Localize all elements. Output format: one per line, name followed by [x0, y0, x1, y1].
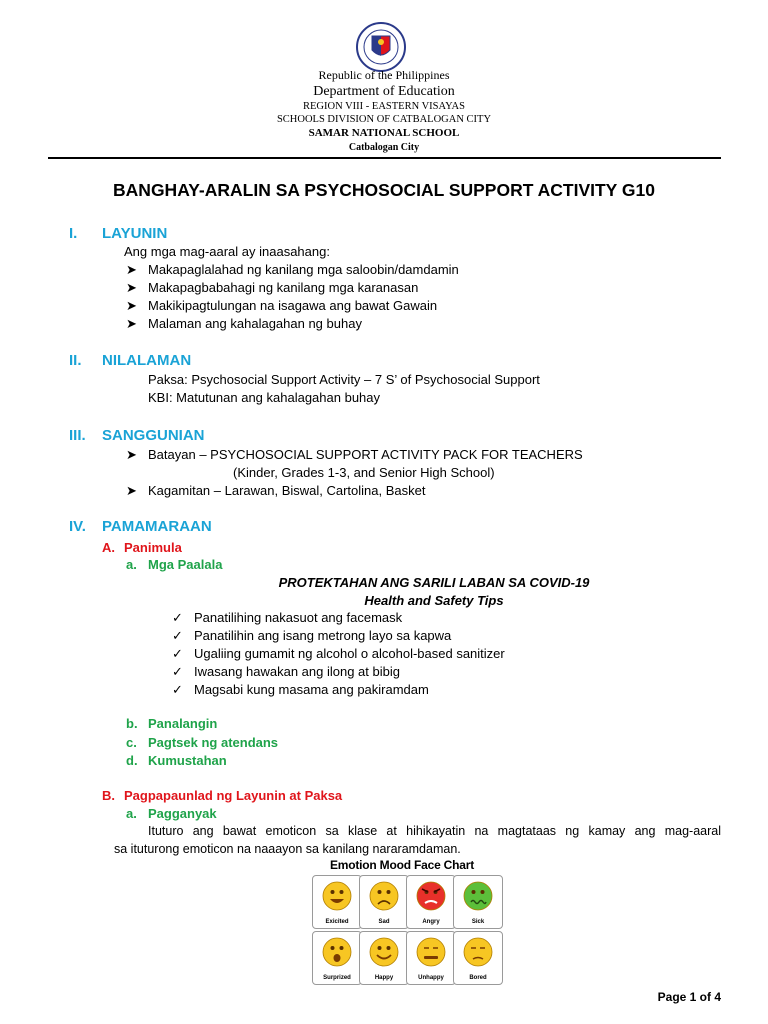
item-a-letter: a. — [126, 557, 137, 572]
sick-face-icon — [462, 880, 494, 912]
objective-item: ➤ Malaman ang kahalagahan ng buhay — [126, 316, 362, 331]
arrow-bullet-icon: ➤ — [126, 298, 137, 313]
arrow-bullet-icon: ➤ — [126, 280, 137, 295]
mood-label: Exicited — [325, 919, 349, 925]
objective-item: ➤ Makikipagtulungan na isagawa ang bawat Gawain — [126, 298, 438, 313]
mood-card-happy — [359, 931, 409, 985]
header-republic: Republic of the Philippines — [318, 68, 450, 82]
mood-card-exicited — [312, 875, 362, 929]
unhappy-face-icon — [415, 936, 447, 968]
item-c-title: Pagtsek ng atendans — [148, 735, 279, 750]
item-c-letter: c. — [126, 735, 137, 750]
mood-card-bored — [453, 931, 503, 985]
mood-card-sad — [359, 875, 409, 929]
mood-chart-title: Emotion Mood Face Chart — [329, 858, 475, 872]
mood-label: Happy — [374, 975, 394, 981]
item-a2-title: Pagganyak — [148, 806, 217, 821]
reference-batayan: ➤ Batayan – PSYCHOSOCIAL SUPPORT ACTIVITY PACK FOR TEACHERS — [126, 447, 583, 462]
mood-card-angry — [406, 875, 456, 929]
header-region: REGION VIII - EASTERN VISAYAS — [303, 101, 465, 112]
subsection-A-title: Panimula — [124, 540, 182, 555]
bored-face-icon — [462, 936, 494, 968]
checkmark-icon: ✓ — [172, 682, 183, 697]
section-2-paksa: Paksa: Psychosocial Support Activity – 7 S’ of Psychosocial Support — [148, 372, 540, 387]
subsection-B-title: Pagpapaunlad ng Layunin at Paksa — [124, 788, 343, 803]
arrow-bullet-icon: ➤ — [126, 316, 137, 331]
objective-item: ➤ Makapagbabahagi ng kanilang mga karanasan — [126, 280, 419, 295]
section-2-num: II. — [69, 352, 82, 369]
header-school: SAMAR NATIONAL SCHOOL — [308, 127, 460, 139]
header-department: Department of Education — [313, 84, 455, 99]
subsection-B-letter: B. — [102, 788, 115, 803]
item-a-title: Mga Paalala — [148, 557, 223, 572]
mood-label: Surprized — [323, 975, 351, 981]
section-2-title: NILALAMAN — [102, 352, 192, 369]
arrow-bullet-icon: ➤ — [126, 447, 137, 462]
section-4-title: PAMAMARAAN — [102, 518, 212, 535]
mood-label: Bored — [469, 975, 487, 981]
surprised-face-icon — [321, 936, 353, 968]
header-division: SCHOOLS DIVISION OF CATBALOGAN CITY — [276, 114, 492, 125]
section-2-kbi: KBI: Matutunan ang kahalagahan buhay — [148, 390, 381, 405]
safety-tip: ✓ Panatilihin ang isang metrong layo sa kapwa — [172, 628, 452, 643]
item-d-letter: d. — [126, 753, 138, 768]
page-number: Page 1 of 4 — [657, 990, 721, 1004]
arrow-bullet-icon: ➤ — [126, 483, 137, 498]
item-b-letter: b. — [126, 716, 138, 731]
angry-face-icon — [415, 880, 447, 912]
deped-seal — [352, 22, 410, 72]
safety-tip: ✓ Ugaliing gumamit ng alcohol o alcohol-based sanitizer — [172, 646, 505, 661]
covid-subtitle: Health and Safety Tips — [364, 593, 504, 608]
item-b-title: Panalangin — [148, 716, 218, 731]
checkmark-icon: ✓ — [172, 664, 183, 679]
mood-label: Sick — [471, 919, 485, 925]
safety-tip: ✓ Magsabi kung masama ang pakiramdam — [172, 682, 429, 697]
section-1-title: LAYUNIN — [102, 225, 168, 242]
section-3-title: SANGGUNIAN — [102, 427, 205, 444]
sad-face-icon — [368, 880, 400, 912]
happy-face-icon — [368, 936, 400, 968]
objective-item: ➤ Makapaglalahad ng kanilang mga saloobin/damdamin — [126, 262, 459, 277]
item-d-title: Kumustahan — [148, 753, 227, 768]
section-4-num: IV. — [69, 518, 86, 535]
reference-kagamitan: ➤ Kagamitan – Larawan, Biswal, Cartolina, Basket — [126, 483, 426, 498]
mood-label: Angry — [422, 919, 440, 925]
motivation-paragraph-line2: sa ituturong emoticon na naaayon sa kanilang nararamdaman. — [114, 842, 461, 856]
reference-batayan-sub: (Kinder, Grades 1-3, and Senior High School) — [233, 465, 495, 480]
excited-face-icon — [321, 880, 353, 912]
section-3-num: III. — [69, 427, 86, 444]
mood-label: Sad — [378, 919, 390, 925]
motivation-paragraph-line1: Ituturo ang bawat emoticon sa klase at hihikayatin na magtataas ng kamay ang mag-aaral — [148, 824, 721, 838]
section-1-intro: Ang mga mag-aaral ay inaasahang: — [124, 244, 330, 259]
checkmark-icon: ✓ — [172, 646, 183, 661]
mood-label: Unhappy — [418, 975, 444, 981]
checkmark-icon: ✓ — [172, 628, 183, 643]
header-divider — [48, 157, 721, 159]
checkmark-icon: ✓ — [172, 610, 183, 625]
safety-tip: ✓ Panatilihing nakasuot ang facemask — [172, 610, 403, 625]
mood-card-surprized — [312, 931, 362, 985]
safety-tip: ✓ Iwasang hawakan ang ilong at bibig — [172, 664, 400, 679]
item-a2-letter: a. — [126, 806, 137, 821]
mood-card-sick — [453, 875, 503, 929]
covid-title: PROTEKTAHAN ANG SARILI LABAN SA COVID-19 — [278, 575, 590, 590]
mood-card-unhappy — [406, 931, 456, 985]
arrow-bullet-icon: ➤ — [126, 262, 137, 277]
section-1-num: I. — [69, 225, 78, 242]
subsection-A-letter: A. — [102, 540, 115, 555]
header-city: Catbalogan City — [348, 142, 420, 153]
page-title: BANGHAY-ARALIN SA PSYCHOSOCIAL SUPPORT ACTIVITY G10 — [113, 180, 655, 200]
